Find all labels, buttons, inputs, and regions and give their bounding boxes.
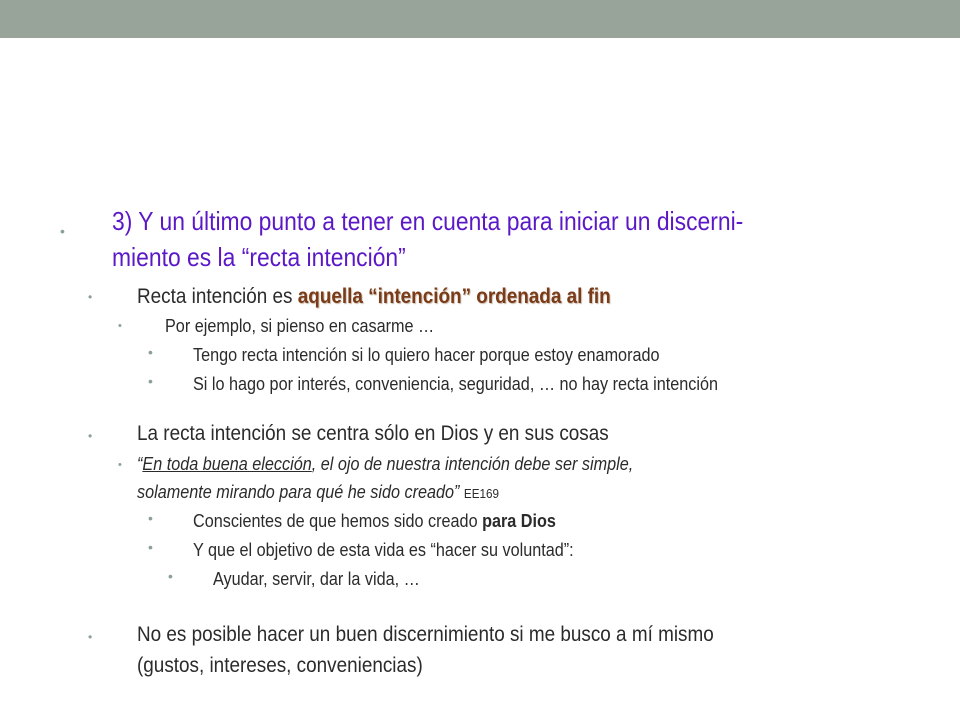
conscious-line — [193, 511, 556, 532]
example-item-2: Si lo hago por interés, conveniencia, seguridad, … no hay recta intención — [193, 374, 719, 394]
quote-line-2-text: solamente mirando para qué he sido creado” — [137, 482, 460, 502]
main-point-line-2: miento es la “recta intención” — [112, 242, 406, 272]
quote-reference: EE169 — [463, 486, 500, 501]
quote-line-1 — [137, 454, 633, 475]
quote-underlined: En toda buena elección — [142, 454, 312, 474]
conscious-prefix: Conscientes de que hemos sido creado — [193, 511, 483, 531]
quote-open: “ — [137, 454, 143, 474]
quote-rest: , el ojo de nuestra intención debe ser simple, — [311, 454, 634, 474]
bullet-dot: • — [148, 539, 153, 555]
example-line: Por ejemplo, si pienso en casarme … — [165, 316, 435, 336]
bullet-dot: • — [88, 290, 93, 304]
bullet-dot: • — [118, 459, 122, 471]
bullet-dot: • — [148, 373, 153, 389]
closing-line-1: No es posible hacer un buen discernimiento si me busco a mí mismo — [137, 623, 714, 646]
bullet-dot: • — [118, 320, 122, 332]
bullet-dot: • — [60, 223, 65, 239]
bullet-dot: • — [148, 344, 153, 360]
closing-line-2: (gustos, intereses, conveniencias) — [137, 654, 423, 677]
definition-highlight: aquella “intención” ordenada al fin — [297, 285, 611, 308]
bullet-dot: • — [148, 510, 153, 526]
center-line: La recta intención se centra sólo en Dios y en sus cosas — [137, 422, 609, 445]
main-point-line-1: 3) Y un último punto a tener en cuenta para iniciar un discerni- — [112, 206, 744, 236]
definition-prefix: Recta intención es — [137, 285, 298, 308]
bullet-dot: • — [88, 630, 93, 644]
objective-line: Y que el objetivo de esta vida es “hacer su voluntad”: — [193, 540, 574, 560]
conscious-bold: para Dios — [482, 511, 556, 531]
definition-line — [137, 285, 611, 309]
quote-line-2 — [137, 482, 499, 503]
bullet-dot: • — [168, 568, 173, 584]
example-item-1: Tengo recta intención si lo quiero hacer porque estoy enamorado — [193, 345, 660, 365]
bullet-dot: • — [88, 429, 93, 443]
actions-line: Ayudar, servir, dar la vida, … — [213, 569, 420, 589]
